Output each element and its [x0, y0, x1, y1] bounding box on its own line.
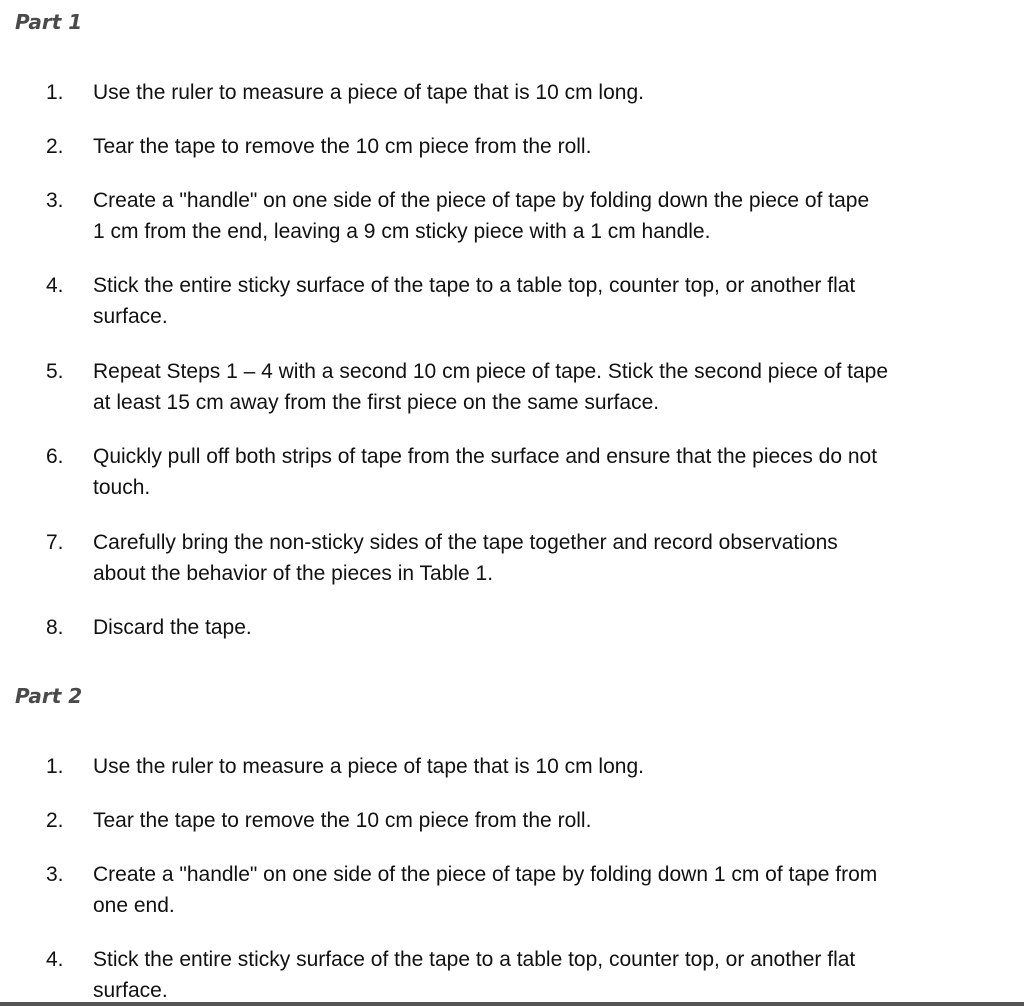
step-number: 3.	[46, 863, 64, 886]
step-text: Create a "handle" on one side of the piece of tape by folding down the piece of tape 1 cm from the end, leaving a 9 cm sticky piece with a 1 cm handle.	[93, 189, 870, 243]
bottom-divider	[0, 1002, 1024, 1006]
part1-heading: Part 1	[15, 10, 83, 34]
step-text: Repeat Steps 1 – 4 with a second 10 cm piece of tape. Stick the second piece of tape at least 15 cm away from the first piece on the same surface.	[93, 360, 888, 414]
step-text: Carefully bring the non-sticky sides of the tape together and record observations about the behavior of the pieces in Table 1.	[93, 531, 838, 585]
step-number: 5.	[46, 360, 64, 383]
step-number: 1.	[46, 81, 64, 104]
step-text: Tear the tape to remove the 10 cm piece from the roll.	[93, 135, 592, 158]
step-text: Quickly pull off both strips of tape from the surface and ensure that the pieces do not touch.	[93, 445, 878, 499]
step-text: Use the ruler to measure a piece of tape that is 10 cm long.	[93, 755, 644, 778]
step-text: Discard the tape.	[93, 616, 252, 639]
step-number: 7.	[46, 531, 64, 554]
step-text: Create a "handle" on one side of the piece of tape by folding down 1 cm of tape from one end.	[93, 863, 878, 917]
step-number: 1.	[46, 755, 64, 778]
step-number: 2.	[46, 135, 64, 158]
step-number: 2.	[46, 809, 64, 832]
step-text: Stick the entire sticky surface of the tape to a table top, counter top, or another flat surface.	[93, 274, 856, 328]
part2-heading: Part 2	[15, 684, 83, 708]
step-text: Stick the entire sticky surface of the tape to a table top, counter top, or another flat surface.	[93, 948, 856, 1002]
step-text: Tear the tape to remove the 10 cm piece from the roll.	[93, 809, 592, 832]
step-number: 3.	[46, 189, 64, 212]
step-number: 6.	[46, 445, 64, 468]
step-number: 4.	[46, 948, 64, 971]
step-number: 4.	[46, 274, 64, 297]
step-text: Use the ruler to measure a piece of tape that is 10 cm long.	[93, 81, 644, 104]
step-number: 8.	[46, 616, 64, 639]
